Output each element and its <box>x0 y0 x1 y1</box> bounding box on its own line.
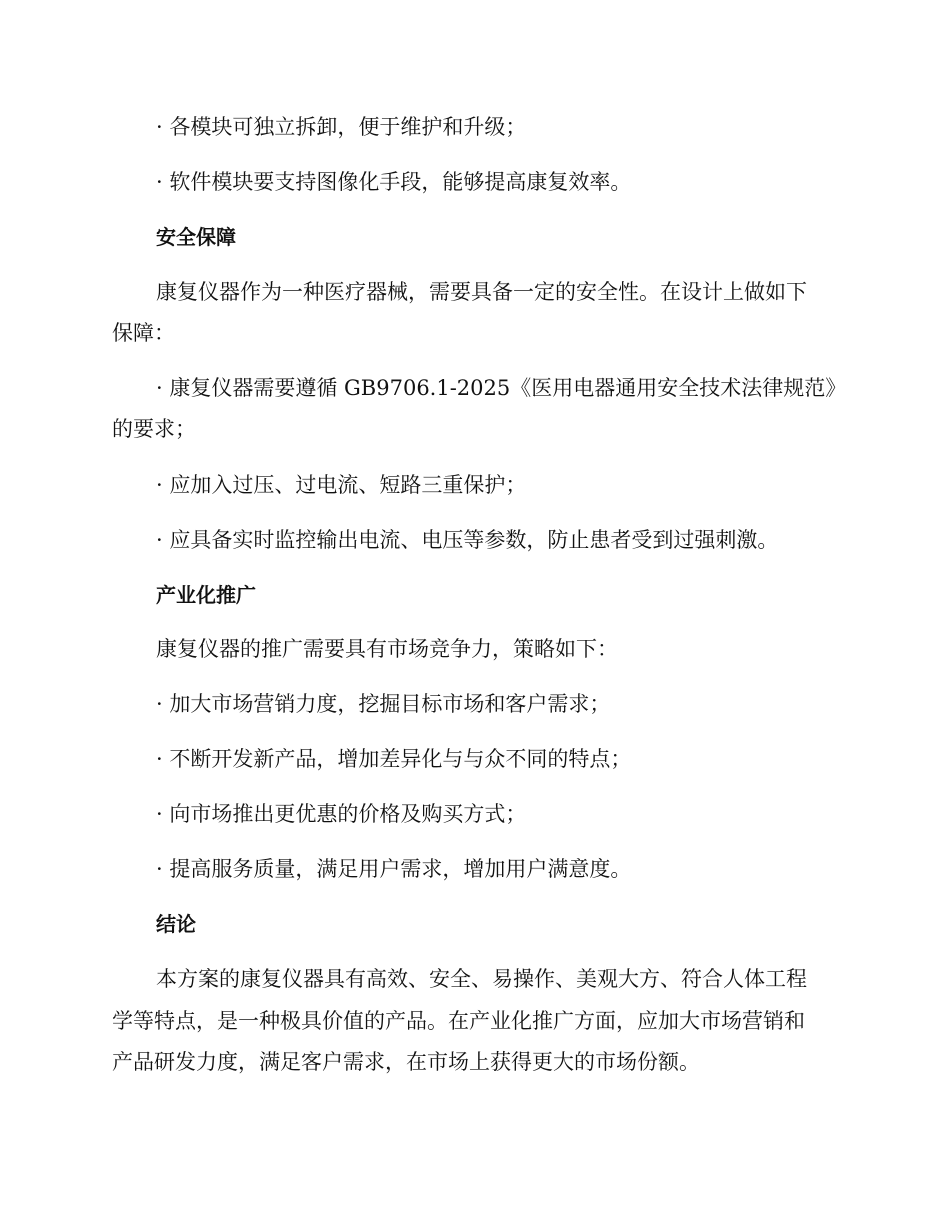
safety-bullet-1-line-2: 的要求； <box>112 417 196 441</box>
industrialization-bullet-3: · 向市场推出更优惠的价格及购买方式； <box>156 802 527 826</box>
conclusion-line-3: 产品研发力度，满足客户需求，在市场上获得更大的市场份额。 <box>112 1050 700 1074</box>
section-heading-conclusion: 结论 <box>156 912 196 936</box>
module-bullet-2: · 软件模块要支持图像化手段，能够提高康复效率。 <box>156 170 632 194</box>
conclusion-line-1: 本方案的康复仪器具有高效、安全、易操作、美观大方、符合人体工程 <box>156 967 807 991</box>
module-bullet-1: · 各模块可独立拆卸，便于维护和升级； <box>156 115 527 139</box>
safety-bullet-3: · 应具备实时监控输出电流、电压等参数，防止患者受到过强刺激。 <box>156 528 779 552</box>
industrialization-intro: 康复仪器的推广需要具有市场竞争力，策略如下： <box>156 637 618 661</box>
section-heading-industrialization: 产业化推广 <box>156 583 256 607</box>
safety-bullet-2: · 应加入过压、过电流、短路三重保护； <box>156 473 527 497</box>
safety-bullet-1-line-1: · 康复仪器需要遵循 GB9706.1-2025《医用电器通用安全技术法律规范》 <box>156 376 847 400</box>
industrialization-bullet-2: · 不断开发新产品，增加差异化与与众不同的特点； <box>156 747 632 771</box>
section-heading-safety: 安全保障 <box>156 225 236 249</box>
industrialization-bullet-1: · 加大市场营销力度，挖掘目标市场和客户需求； <box>156 692 611 716</box>
conclusion-line-2: 学等特点，是一种极具价值的产品。在产业化推广方面，应加大市场营销和 <box>112 1009 805 1033</box>
safety-intro-line-2: 保障： <box>112 321 175 345</box>
safety-intro-line-1: 康复仪器作为一种医疗器械，需要具备一定的安全性。在设计上做如下 <box>156 280 807 304</box>
industrialization-bullet-4: · 提高服务质量，满足用户需求，增加用户满意度。 <box>156 857 632 881</box>
